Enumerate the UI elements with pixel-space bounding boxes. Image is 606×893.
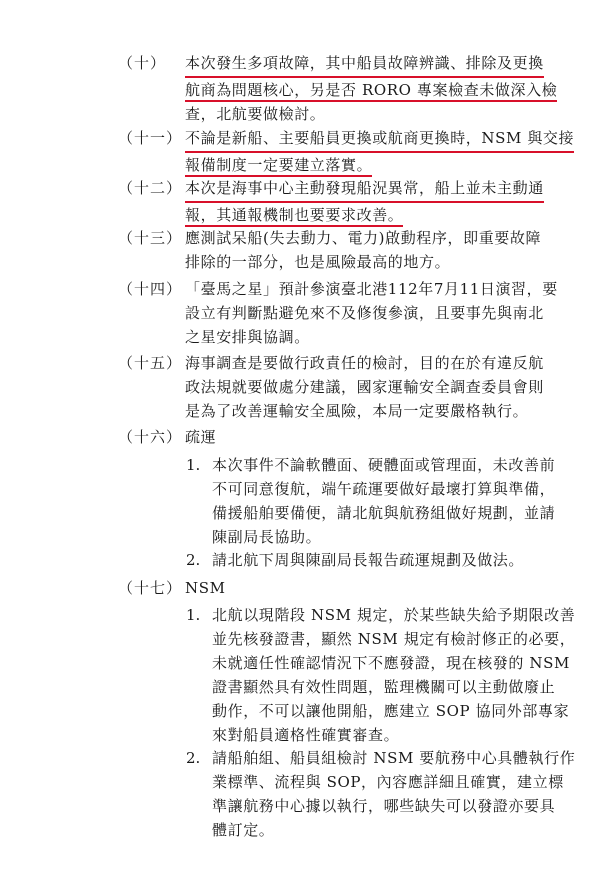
text-line: 證書顯然具有效性問題，監理機關可以主動做廢止 — [212, 678, 556, 696]
text-line: 疏運 — [185, 428, 217, 446]
text-line: 未就適任性確認情況下不應發證，現在核發的 NSM — [212, 654, 570, 672]
text-line: 並先核發證書，顯然 NSM 規定有檢討修正的必要， — [212, 630, 576, 648]
text-line: 陳副局長協助。 — [212, 528, 322, 546]
item-text — [185, 51, 577, 126]
text-line: 「臺馬之星」預計參演臺北港112年7月11日演習，要 — [185, 280, 558, 298]
item-number: （十七） — [118, 579, 183, 597]
text-line — [185, 78, 577, 102]
text-line: 請船舶組、船員組檢討 NSM 要航務中心具體執行作 — [212, 749, 576, 767]
sub-item-number: 1. — [186, 456, 201, 474]
item-text — [185, 425, 577, 449]
item-number: （十四） — [118, 280, 183, 298]
text-line: 排除的一部分，也是風險最高的地方。 — [185, 253, 451, 271]
underlined-line: 報備制度一定要建立落實。 — [185, 156, 372, 177]
text-line: 準讓航務中心據以執行，哪些缺失可以發證亦要具 — [212, 797, 556, 815]
item-text — [185, 126, 577, 177]
underlined-line: 報，其通報機制也要要求改善。 — [185, 206, 403, 227]
text-line: 設立有判斷點避免來不及修復參演，且要事先與南北 — [185, 304, 544, 322]
text-line — [185, 203, 577, 227]
text-line: 不可同意復航，端午疏運要做好最壞打算與準備， — [212, 480, 556, 498]
underlined-line: 本次發生多項故障，其中船員故障辨識、排除及更換 — [185, 51, 544, 78]
sub-item-number: 1. — [186, 606, 201, 624]
text-line: 是為了改善運輸安全風險，本局一定要嚴格執行。 — [185, 402, 529, 420]
text-line: 備援船舶要備便，請北航與航務組做好規劃，並請 — [212, 504, 556, 522]
sub-item-text — [212, 746, 578, 842]
text-line: 之星安排與協調。 — [185, 328, 310, 346]
text-line: 來對船員適格性確實審查。 — [212, 726, 400, 744]
sub-item-text — [212, 548, 578, 572]
item-text — [185, 226, 577, 274]
item-text — [185, 176, 577, 227]
text-line: 本次事件不論軟體面、硬體面或管理面，未改善前 — [212, 456, 556, 474]
item-number: （十五） — [118, 354, 183, 372]
underlined-line: 本次是海事中心主動發現船況異常，船上並未主動通 — [185, 176, 544, 203]
item-number: （十六） — [118, 428, 183, 446]
item-number: （十三） — [118, 229, 183, 247]
item-text — [185, 351, 577, 423]
text-line: 政法規就要做處分建議，國家運輸安全調查委員會則 — [185, 378, 544, 396]
text-line: 北航以現階段 NSM 規定，於某些缺失給予期限改善 — [212, 606, 576, 624]
sub-item-number: 2. — [186, 749, 201, 767]
item-text — [185, 277, 577, 349]
item-number: （十） — [118, 54, 167, 72]
item-text — [185, 576, 577, 600]
text-line: 動作，不可以讓他開船，應建立 SOP 協同外部專家 — [212, 702, 570, 720]
text-line — [185, 153, 577, 177]
sub-item-number: 2. — [186, 551, 201, 569]
text-line: 海事調查是要做行政責任的檢討，目的在於有違反航 — [185, 354, 544, 372]
sub-item-text — [212, 453, 578, 549]
text-line: 請北航下周與陳副局長報告疏運規劃及做法。 — [212, 551, 525, 569]
text-line: 業標準、流程與 SOP，內容應詳細且確實，建立標 — [212, 773, 564, 791]
underlined-line: 航商為問題核心，另是否 RORO 專案檢查未做深入檢 — [185, 81, 557, 102]
text-line: NSM — [185, 579, 226, 597]
sub-item-text — [212, 603, 578, 747]
item-number: （十二） — [118, 179, 183, 197]
text-line: 體訂定。 — [212, 821, 275, 839]
item-number: （十一） — [118, 129, 183, 147]
text-line: 應測試呆船(失去動力、電力)啟動程序，即重要故障 — [185, 229, 542, 247]
underlined-line: 不論是新船、主要船員更換或航商更換時，NSM 與交接 — [185, 126, 574, 153]
text-line: 查，北航要做檢討。 — [185, 105, 326, 123]
